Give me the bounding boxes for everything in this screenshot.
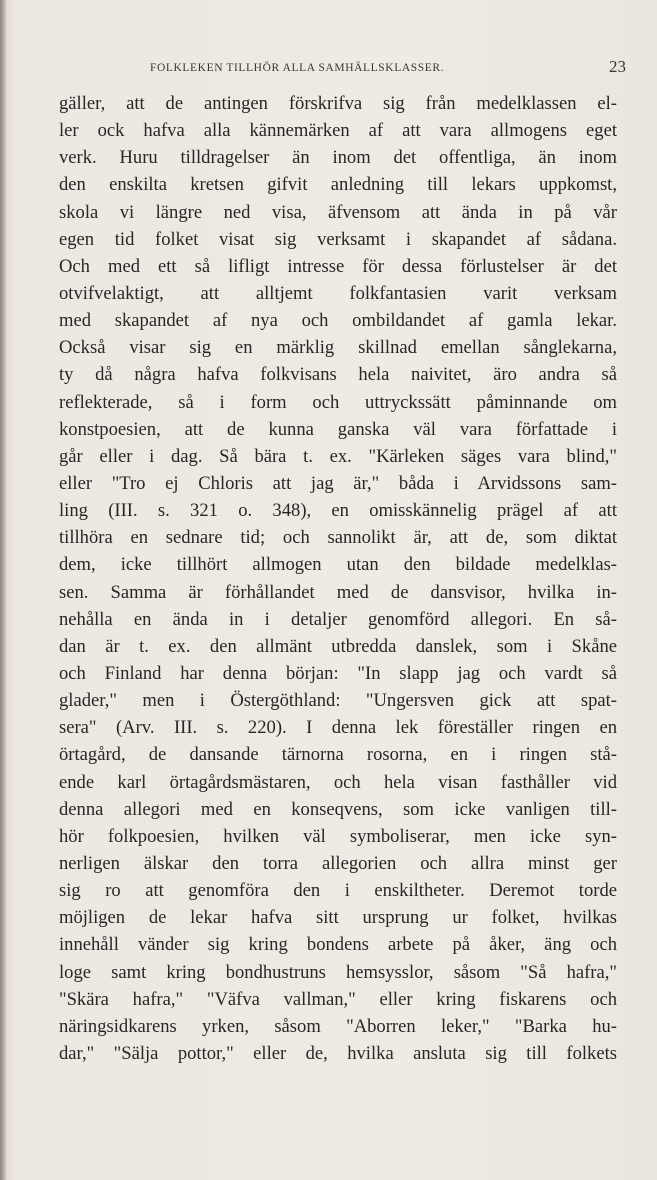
text-line: och Finland har denna början: "In slapp jag och vardt så <box>59 662 617 684</box>
text-line: Och med ett så lifligt intresse för dessa förlustelser är det <box>59 255 617 277</box>
text-line: glader," men i Östergöthland: "Ungersven gick att spat- <box>59 690 617 712</box>
text-line: sen. Samma är förhållandet med de dansvisor, hvilka in- <box>59 581 617 603</box>
body-text <box>59 90 617 1067</box>
text-line: ler ock hafva alla kännemärken af att vara allmogens eget <box>59 120 617 142</box>
text-line: dem, icke tillhört allmogen utan den bildade medelklas- <box>59 554 617 576</box>
text-line: konstpoesien, att de kunna ganska väl vara författade i <box>59 418 617 440</box>
text-line: sera" (Arv. III. s. 220). I denna lek föreställer ringen en <box>59 717 617 739</box>
text-line: örtagård, de dansande tärnorna rosorna, en i ringen stå- <box>59 744 617 766</box>
text-line: ende karl örtagårdsmästaren, och hela visan fasthåller vid <box>59 771 617 793</box>
text-line: gäller, att de antingen förskrifva sig från medelklassen el- <box>59 93 617 114</box>
page-number: 23 <box>609 57 626 76</box>
text-line: möjligen de lekar hafva sitt ursprung ur folket, hvilkas <box>59 907 617 929</box>
text-line: tillhöra en sednare tid; och sannolikt är, att de, som diktat <box>59 527 617 549</box>
text-line: dar," "Sälja pottor," eller de, hvilka ansluta sig till folkets <box>59 1042 617 1064</box>
text-line: ty då några hafva folkvisans hela naivitet, äro andra så <box>59 364 617 386</box>
text-line: med skapandet af nya och ombildandet af gamla lekar. <box>59 310 617 332</box>
text-line: näringsidkarens yrken, såsom "Aborren leker," "Barka hu- <box>59 1015 617 1037</box>
text-line: dan är t. ex. den allmänt utbredda danslek, som i Skåne <box>59 635 617 657</box>
text-line: otvifvelaktigt, att alltjemt folkfantasien varit verksam <box>59 282 617 304</box>
text-line: ling (III. s. 321 o. 348), en omisskännelig prägel af att <box>59 500 617 522</box>
text-line: reflekterade, så i form och uttryckssätt påminnande om <box>59 391 617 413</box>
running-title: FOLKLEKEN TILLHÖR ALLA SAMHÄLLSKLASSER. <box>150 62 445 74</box>
text-line: loge samt kring bondhustruns hemsysslor, såsom "Så hafra," <box>59 961 617 983</box>
text-line: sig ro att genomföra den i enskiltheter. Deremot torde <box>59 880 617 902</box>
text-line: går eller i dag. Så bära t. ex. "Kärleken säges vara blind," <box>59 445 617 467</box>
page-gutter <box>0 0 6 1180</box>
text-line: innehåll vänder sig kring bondens arbete på åker, äng och <box>59 934 617 956</box>
text-line: skola vi längre ned visa, äfvensom att ända in på vår <box>59 201 617 223</box>
text-line: nehålla en ända in i detaljer genomförd allegori. En så- <box>59 608 617 630</box>
text-line: denna allegori med en konseqvens, som icke vanligen till- <box>59 798 617 820</box>
text-line: den enskilta kretsen gifvit anledning till lekars uppkomst, <box>59 174 617 196</box>
text-line: verk. Huru tilldragelser än inom det offentliga, än inom <box>59 147 617 169</box>
text-line: Också visar sig en märklig skillnad emellan sånglekarna, <box>59 337 617 359</box>
text-line: egen tid folket visat sig verksamt i skapandet af sådana. <box>59 228 617 250</box>
text-line: hör folkpoesien, hvilken väl symboliserar, men icke syn- <box>59 825 617 847</box>
text-line: "Skära hafra," "Väfva vallman," eller kring fiskarens och <box>59 988 617 1010</box>
text-line: nerligen älskar den torra allegorien och allra minst ger <box>59 852 617 874</box>
text-line: eller "Tro ej Chloris att jag är," båda i Arvidssons sam- <box>59 472 617 494</box>
